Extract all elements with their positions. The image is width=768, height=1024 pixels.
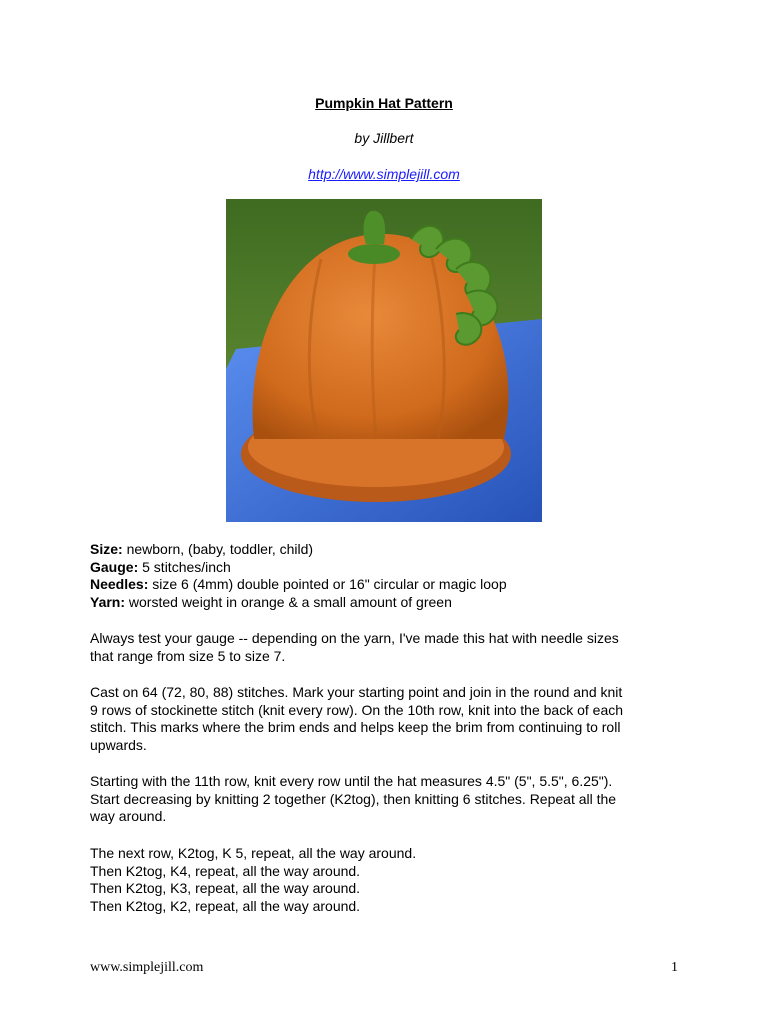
yarn-value: worsted weight in orange & a small amount of green: [125, 593, 452, 610]
size-value: newborn, (baby, toddler, child): [122, 541, 314, 557]
text-line: Then K2tog, K2, repeat, all the way around.: [90, 897, 361, 914]
paragraph-gauge-note: [90, 630, 690, 665]
text-line: Starting with the 11th row, knit every row until the hat measures 4.5" (5", 5.5", 6.25").: [90, 773, 613, 789]
yarn-label: Yarn:: [90, 593, 126, 610]
text-line: 9 rows of stockinette stitch (knit every row). On the 10th row, knit into the back of each: [90, 701, 624, 718]
gauge-label: Gauge:: [90, 558, 139, 575]
needles-label: Needles:: [90, 576, 149, 593]
paragraph-decreasing: [90, 773, 690, 826]
gauge-value: 5 stitches/inch: [138, 558, 231, 575]
spec-needles: [90, 576, 690, 594]
size-label: Size:: [90, 541, 123, 557]
paragraph-cast-on: [90, 684, 690, 754]
text-line: Cast on 64 (72, 80, 88) stitches. Mark your starting point and join in the round and knit: [90, 684, 623, 700]
page-number: 1: [671, 960, 678, 975]
text-line: way around.: [90, 808, 167, 825]
text-line: that range from size 5 to size 7.: [90, 647, 286, 664]
text-line: Then K2tog, K3, repeat, all the way around.: [90, 880, 361, 897]
spec-size: [90, 541, 690, 559]
pattern-specs: [90, 541, 690, 611]
pumpkin-hat-photo: [226, 199, 542, 522]
website-link[interactable]: http://www.simplejill.com: [308, 166, 460, 182]
text-line: Then K2tog, K4, repeat, all the way around.: [90, 862, 361, 879]
page-title: Pumpkin Hat Pattern: [315, 95, 453, 111]
footer-site: www.simplejill.com: [90, 960, 204, 975]
spec-yarn: [90, 594, 690, 612]
text-line: The next row, K2tog, K 5, repeat, all the way around.: [90, 845, 417, 861]
text-line: Start decreasing by knitting 2 together (K2tog), then knitting 6 stitches. Repeat all the: [90, 790, 617, 807]
text-line: upwards.: [90, 736, 147, 753]
paragraph-decrease-rows: [90, 845, 690, 915]
needles-value: size 6 (4mm) double pointed or 16" circular or magic loop: [148, 576, 507, 593]
author-line: by Jillbert: [354, 130, 414, 146]
spec-gauge: [90, 559, 690, 577]
text-line: Always test your gauge -- depending on the yarn, I've made this hat with needle sizes: [90, 630, 619, 646]
text-line: stitch. This marks where the brim ends and helps keep the brim from continuing to roll: [90, 719, 621, 736]
pumpkin-hat-illustration: [226, 199, 542, 522]
